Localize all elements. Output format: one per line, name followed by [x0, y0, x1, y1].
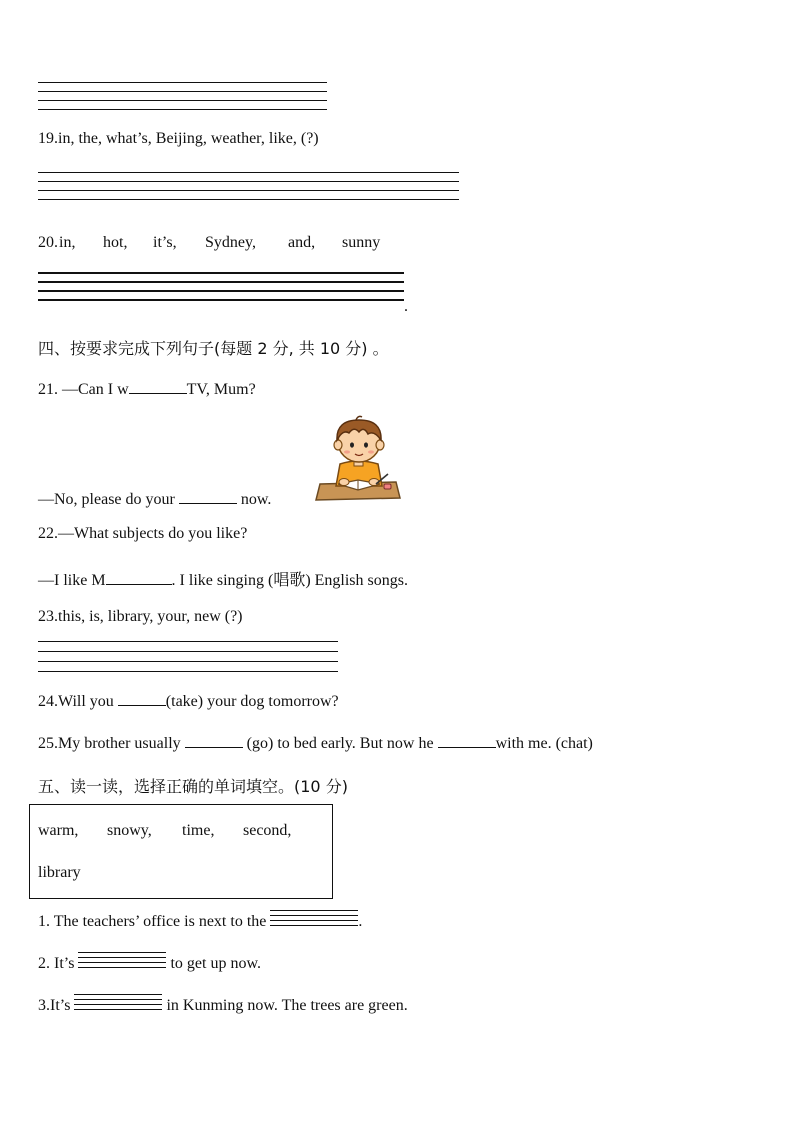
answer-blank[interactable] — [179, 489, 237, 504]
question-text: —Can I w — [58, 381, 129, 398]
word-bank-box — [29, 804, 333, 899]
answer-lines-q20 — [38, 272, 404, 308]
word-option: warm, — [38, 822, 79, 839]
answer-blank[interactable] — [129, 379, 187, 394]
word: hot, — [103, 234, 128, 251]
question-text: (take) your dog tomorrow? — [165, 693, 339, 710]
section-5-title: 五、读一读，选择正确的单词填空。(10 分) — [38, 777, 348, 796]
question-number: 19. — [38, 130, 58, 147]
word: sunny — [342, 234, 381, 251]
question-22-line1 — [38, 525, 247, 543]
question-24 — [38, 691, 339, 711]
word: Sydney, — [205, 234, 256, 251]
question-number: 22. — [38, 525, 58, 542]
fill-sentence-2 — [38, 955, 261, 973]
sentence-text: 3.It’s — [38, 997, 75, 1014]
question-words: this, is, library, your, new (?) — [58, 608, 243, 625]
word-option: library — [38, 864, 81, 881]
sentence-text: 1. The teachers’ office is next to the — [38, 913, 271, 930]
question-text: —What subjects do you like? — [58, 525, 248, 542]
fill-sentence-3 — [38, 997, 408, 1015]
word-option: time, — [182, 822, 215, 839]
four-line-blank[interactable] — [270, 910, 358, 926]
question-21-line2 — [38, 489, 271, 509]
question-number: 23. — [38, 608, 58, 625]
word-option: second, — [243, 822, 292, 839]
period: . — [404, 298, 408, 315]
question-text: with me. (chat) — [495, 735, 593, 752]
section-4-title: 四、按要求完成下列句子(每题 2 分, 共 10 分) 。 — [38, 339, 389, 358]
word: in, — [59, 234, 76, 251]
word-bank-row — [38, 864, 81, 882]
question-text: (go) to bed early. But now he — [242, 735, 438, 752]
answer-blank[interactable] — [185, 733, 243, 748]
four-line-blank[interactable] — [74, 994, 162, 1010]
word: it’s, — [153, 234, 177, 251]
question-22-line2 — [38, 567, 408, 590]
question-number: 25. — [38, 735, 58, 752]
fill-sentence-1 — [38, 913, 362, 931]
sentence-text: . — [358, 913, 363, 930]
question-text: now. — [236, 491, 272, 508]
question-text: Will you — [58, 693, 118, 710]
word: and, — [288, 234, 316, 251]
question-words: in, the, what’s, Beijing, weather, like, (?) — [58, 130, 319, 147]
boy-studying-illustration — [314, 414, 404, 504]
sentence-text: in Kunming now. The trees are green. — [162, 997, 408, 1014]
question-text: —I like M — [38, 572, 106, 589]
sentence-text: to get up now. — [166, 955, 261, 972]
question-text: . I like singing (唱歌) English songs. — [171, 572, 408, 589]
question-text: My brother usually — [58, 735, 185, 752]
four-line-blank[interactable] — [78, 952, 166, 968]
question-text: TV, Mum? — [186, 381, 256, 398]
question-number: 21. — [38, 381, 58, 398]
answer-lines-q23 — [38, 641, 338, 680]
answer-blank[interactable] — [438, 733, 496, 748]
question-19 — [38, 130, 319, 148]
question-number: 20. — [38, 234, 58, 251]
question-number: 24. — [38, 693, 58, 710]
question-text: —No, please do your — [38, 491, 179, 508]
sentence-text: 2. It’s — [38, 955, 79, 972]
answer-blank[interactable] — [118, 691, 166, 706]
word-option: snowy, — [107, 822, 152, 839]
question-23 — [38, 608, 243, 626]
answer-blank[interactable] — [106, 570, 172, 585]
question-20 — [38, 234, 381, 252]
answer-lines-q18 — [38, 82, 327, 118]
question-21-line1 — [38, 379, 256, 399]
answer-lines-q19 — [38, 172, 459, 208]
question-25 — [38, 733, 593, 753]
